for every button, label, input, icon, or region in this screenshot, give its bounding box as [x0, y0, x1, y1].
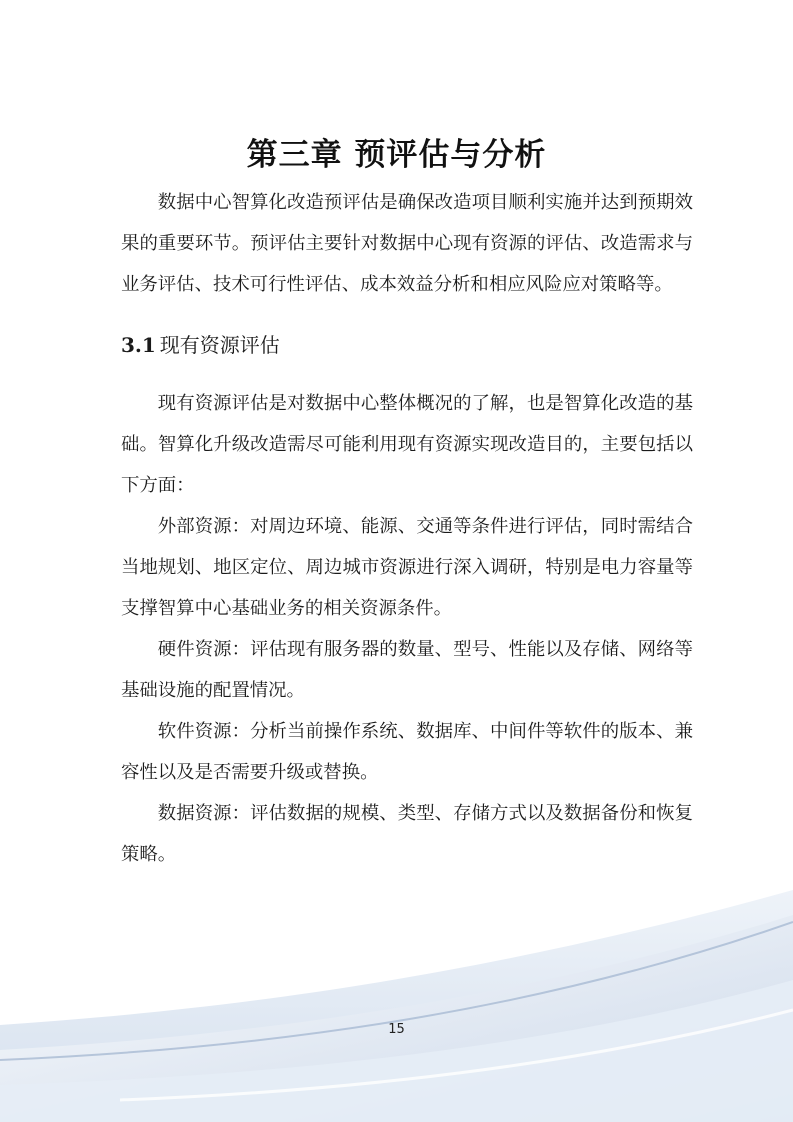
- section-number: 3.1: [121, 333, 156, 357]
- section-title: 现有资源评估: [159, 333, 280, 357]
- section-heading: [121, 329, 280, 358]
- decorative-wave-footer: [0, 860, 793, 1122]
- chapter-title: 第三章 预评估与分析: [246, 136, 547, 173]
- page-number: 15: [388, 1022, 405, 1037]
- section-body: [121, 383, 693, 875]
- section-paragraph-data: 数据资源：评估数据的规模、类型、存储方式以及数据备份和恢复策略。: [121, 803, 693, 865]
- section-paragraph-overview: 现有资源评估是对数据中心整体概况的了解，也是智算化改造的基础。智算化升级改造需尽可能利用现有资源实现改造目的，主要包括以下方面：: [121, 393, 693, 496]
- section-paragraph-software: 软件资源：分析当前操作系统、数据库、中间件等软件的版本、兼容性以及是否需要升级或替换。: [121, 721, 693, 783]
- intro-text: [121, 182, 693, 305]
- section-paragraph-hardware: 硬件资源：评估现有服务器的数量、型号、性能以及存储、网络等基础设施的配置情况。: [121, 639, 693, 701]
- intro-paragraph: 数据中心智算化改造预评估是确保改造项目顺利实施并达到预期效果的重要环节。预评估主要针对数据中心现有资源的评估、改造需求与业务评估、技术可行性评估、成本效益分析和相应风险应对策略等。: [121, 192, 693, 295]
- section-paragraph-external: 外部资源：对周边环境、能源、交通等条件进行评估，同时需结合当地规划、地区定位、周边城市资源进行深入调研，特别是电力容量等支撑智算中心基础业务的相关资源条件。: [121, 516, 693, 619]
